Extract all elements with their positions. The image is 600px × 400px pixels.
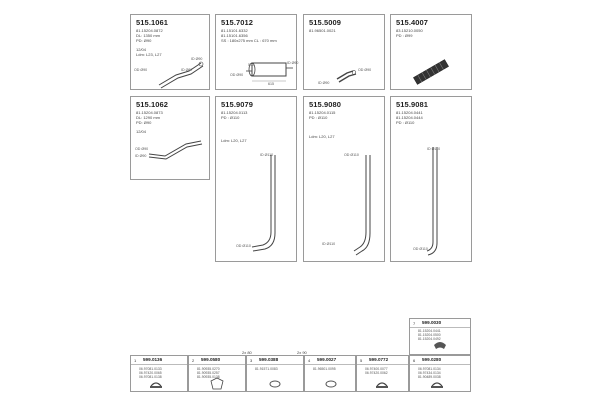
dimension-label: ID Ø110 bbox=[322, 242, 336, 246]
part-number: 515.9081 bbox=[396, 100, 429, 109]
small-part-card-2[interactable] bbox=[188, 355, 246, 392]
part-card-515-7012[interactable] bbox=[215, 14, 297, 90]
spec-line: 81.15204.0872 bbox=[136, 28, 163, 33]
spec-line: 81.15204.0444 bbox=[396, 115, 423, 120]
small-part-number: 599.0027 bbox=[317, 357, 337, 362]
part-card-515-1061[interactable] bbox=[130, 14, 210, 90]
spec-line: 81.15204.0873 bbox=[136, 110, 163, 115]
small-spec-line: 06.97434.0134 bbox=[418, 371, 441, 375]
item-index: 5 bbox=[360, 358, 363, 363]
tailpipe-drawing bbox=[216, 97, 298, 263]
clamp-icon bbox=[357, 356, 410, 393]
small-spec-line: 06.97081.0138 bbox=[139, 375, 162, 379]
small-spec-line: 81.96501.0095 bbox=[313, 367, 336, 371]
dimension-label: OD Ø90 bbox=[134, 68, 148, 72]
small-spec-line: 81.90489.0038 bbox=[418, 375, 441, 379]
part-card-515-1062[interactable] bbox=[130, 96, 210, 180]
small-spec-line: 81.90935.0270 bbox=[197, 367, 220, 371]
small-spec-line: 81.15204.0492 bbox=[418, 337, 441, 341]
dimension-label: ID Ø90 bbox=[287, 61, 299, 65]
spec-line: PD : Ø110 bbox=[396, 120, 415, 125]
small-part-card-5[interactable] bbox=[356, 355, 409, 392]
part-number: 515.1062 bbox=[136, 100, 169, 109]
part-card-515-9081[interactable] bbox=[390, 96, 472, 262]
clamp-icon bbox=[131, 356, 189, 393]
dimension-label: OD Ø90 bbox=[358, 68, 372, 72]
small-part-number: 599.0580 bbox=[201, 357, 221, 362]
elbow-pipe-drawing bbox=[304, 15, 386, 91]
small-part-card-3[interactable] bbox=[246, 355, 304, 392]
spec-line: 12/04 bbox=[136, 129, 147, 134]
gasket-icon bbox=[305, 356, 357, 393]
quantity-label: 2x 90 bbox=[297, 350, 307, 355]
exhaust-pipe-drawing bbox=[131, 15, 211, 91]
dimension-label: ID Ø90 bbox=[191, 57, 203, 61]
gasket-icon bbox=[247, 356, 305, 393]
spec-line: PD: Ø90 bbox=[136, 120, 152, 125]
small-spec-line: 06.97420.0065 bbox=[139, 371, 162, 375]
small-spec-line: 81.15204.0441 bbox=[418, 329, 441, 333]
part-number: 515.9079 bbox=[221, 100, 254, 109]
item-index: 1 bbox=[134, 358, 137, 363]
item-index: 4 bbox=[308, 358, 311, 363]
small-part-card-4[interactable] bbox=[304, 355, 356, 392]
spec-line: SS : 180x275 mm CL : 670 mm bbox=[221, 38, 277, 43]
part-card-515-9079[interactable] bbox=[215, 96, 297, 262]
small-part-number: 599.0772 bbox=[369, 357, 389, 362]
dimension-label: OD Ø110 bbox=[344, 153, 359, 157]
dimension-label: OD Ø110 bbox=[413, 247, 428, 251]
small-spec-line: 81.90935.0257 bbox=[197, 371, 220, 375]
clamp-icon bbox=[410, 356, 472, 393]
spec-line: Ldm: L23, L27 bbox=[136, 52, 162, 57]
tailpipe-drawing bbox=[391, 97, 473, 263]
small-spec-line: 81.91571.0083 bbox=[255, 367, 278, 371]
dimension-label: 500 bbox=[248, 63, 254, 67]
part-card-515-5009[interactable] bbox=[303, 14, 385, 90]
part-number: 515.5009 bbox=[309, 18, 342, 27]
part-number: 515.1061 bbox=[136, 18, 169, 27]
small-part-number: 599.0136 bbox=[143, 357, 163, 362]
spec-line: 81.15204.0115 bbox=[309, 110, 336, 115]
spec-line: PD : Ø99 bbox=[396, 33, 413, 38]
dimension-label: ID Ø87 bbox=[181, 68, 193, 72]
quantity-label: 2x 80 bbox=[242, 350, 252, 355]
dimension-label: OD Ø90 bbox=[230, 73, 244, 77]
small-spec-line: 06.97081.0134 bbox=[418, 367, 441, 371]
part-number: 515.4007 bbox=[396, 18, 429, 27]
item-index: 7 bbox=[413, 321, 416, 326]
item-index: 2 bbox=[192, 358, 195, 363]
spec-line: Ldm: L20, L27 bbox=[309, 134, 335, 139]
small-part-card-7[interactable] bbox=[409, 318, 471, 355]
clamp-icon bbox=[189, 356, 247, 393]
spec-line: 83.15210.0050 bbox=[396, 28, 423, 33]
part-card-515-4007[interactable] bbox=[390, 14, 472, 90]
small-part-card-6[interactable] bbox=[409, 355, 471, 392]
dimension-label: ID Ø110 bbox=[427, 147, 441, 151]
spec-line: DL: 1290 mm bbox=[136, 115, 161, 120]
spec-line: 81.15101.6356 bbox=[221, 33, 248, 38]
part-number: 515.7012 bbox=[221, 18, 254, 27]
item-index: 3 bbox=[250, 358, 253, 363]
spec-line: PD: Ø90 bbox=[136, 38, 152, 43]
dimension-label: ID Ø90 bbox=[135, 154, 147, 158]
muffler-drawing bbox=[216, 15, 298, 91]
spec-line: 81.96501.0021 bbox=[309, 28, 336, 33]
small-spec-line: 06.97420.0062 bbox=[365, 371, 388, 375]
spec-line: Ldm: L20, L27 bbox=[221, 138, 247, 143]
small-spec-line: 81.15204.0500 bbox=[418, 333, 441, 337]
small-part-number: 599.0030 bbox=[422, 320, 442, 325]
dimension-label: ID Ø110 bbox=[260, 153, 274, 157]
part-number: 515.9080 bbox=[309, 100, 342, 109]
part-card-515-9080[interactable] bbox=[303, 96, 385, 262]
small-spec-line: 06.97400.0077 bbox=[365, 367, 388, 371]
small-part-number: 599.0280 bbox=[422, 357, 442, 362]
spec-line: DL: 1350 mm bbox=[136, 33, 161, 38]
spec-line: 81.15204.0113 bbox=[221, 110, 248, 115]
small-part-card-1[interactable] bbox=[130, 355, 188, 392]
spec-line: 81.15101.6332 bbox=[221, 28, 248, 33]
clamp-icon bbox=[410, 319, 472, 356]
spec-line: PD : Ø110 bbox=[309, 115, 328, 120]
small-part-number: 599.0388 bbox=[259, 357, 279, 362]
item-index: 6 bbox=[413, 358, 416, 363]
dimension-label: 615 bbox=[268, 82, 274, 86]
small-spec-line: 81.90935.0138 bbox=[197, 375, 220, 379]
spec-line: PD : Ø110 bbox=[221, 115, 240, 120]
exhaust-pipe-drawing bbox=[131, 97, 211, 181]
tailpipe-drawing bbox=[304, 97, 386, 263]
dimension-label: OD Ø110 bbox=[236, 244, 251, 248]
dimension-label: OD Ø90 bbox=[135, 147, 149, 151]
dimension-label: ID Ø90 bbox=[318, 81, 330, 85]
spec-line: 12/04 bbox=[136, 47, 147, 52]
small-spec-line: 06.97081.0133 bbox=[139, 367, 162, 371]
flex-pipe-drawing bbox=[391, 15, 473, 91]
spec-line: 81.15204.0441 bbox=[396, 110, 423, 115]
